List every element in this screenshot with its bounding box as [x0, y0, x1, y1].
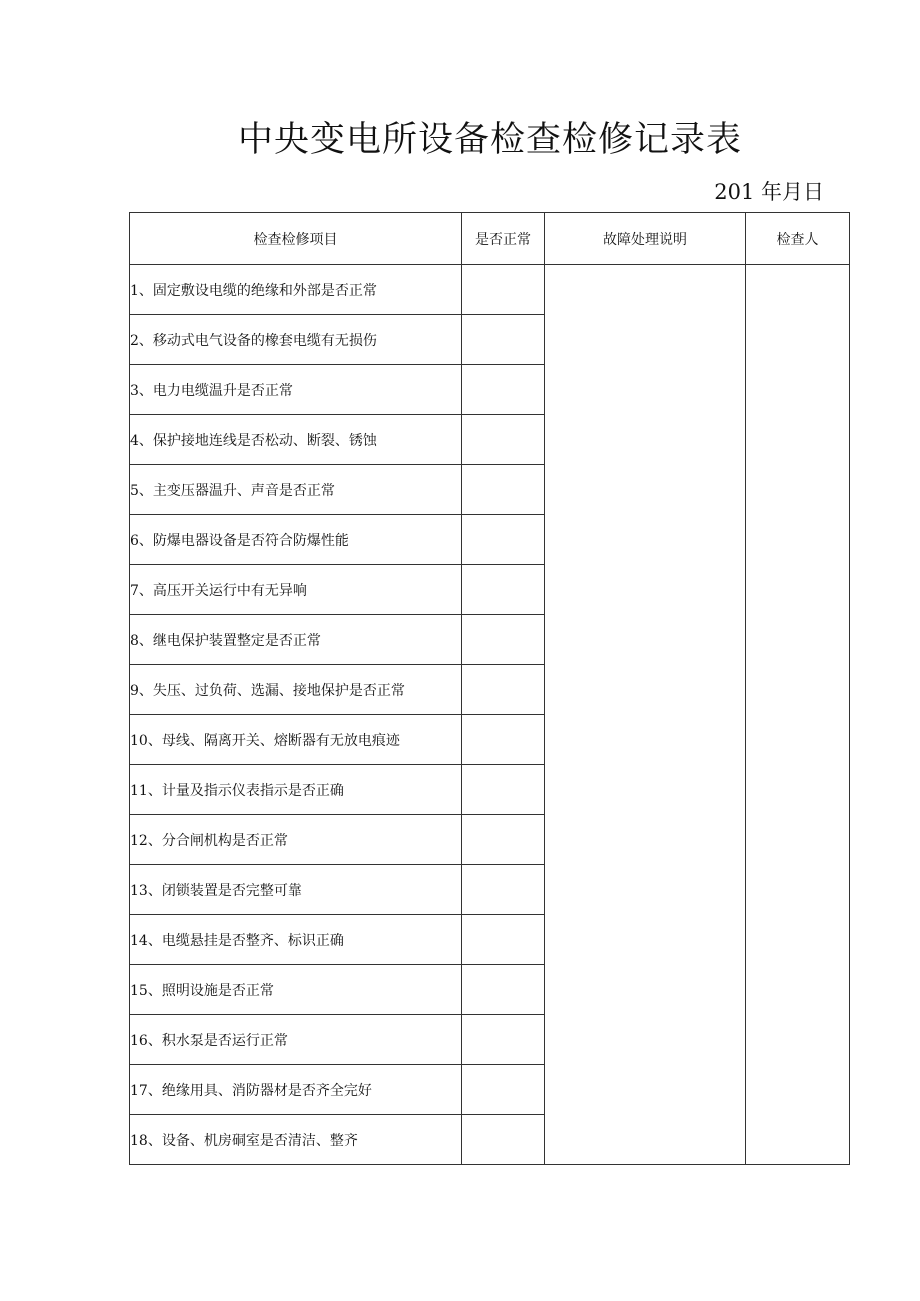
inspection-item: 14、电缆悬挂是否整齐、标识正确 — [130, 915, 462, 965]
header-fault-notes: 故障处理说明 — [545, 213, 746, 265]
normal-status-cell[interactable] — [462, 365, 545, 415]
normal-status-cell[interactable] — [462, 265, 545, 315]
inspection-item: 12、分合闸机构是否正常 — [130, 815, 462, 865]
header-inspector: 检查人 — [746, 213, 850, 265]
normal-status-cell[interactable] — [462, 915, 545, 965]
normal-status-cell[interactable] — [462, 315, 545, 365]
inspection-item: 15、照明设施是否正常 — [130, 965, 462, 1015]
inspection-item: 16、积水泵是否运行正常 — [130, 1015, 462, 1065]
inspection-item: 5、主变压器温升、声音是否正常 — [130, 465, 462, 515]
inspection-item: 2、移动式电气设备的橡套电缆有无损伤 — [130, 315, 462, 365]
inspection-item: 10、母线、隔离开关、熔断器有无放电痕迹 — [130, 715, 462, 765]
normal-status-cell[interactable] — [462, 465, 545, 515]
inspection-item: 7、高压开关运行中有无异响 — [130, 565, 462, 615]
normal-status-cell[interactable] — [462, 1015, 545, 1065]
inspection-item: 9、失压、过负荷、选漏、接地保护是否正常 — [130, 665, 462, 715]
table-header-row — [130, 213, 850, 265]
normal-status-cell[interactable] — [462, 1115, 545, 1165]
normal-status-cell[interactable] — [462, 615, 545, 665]
inspection-item: 11、计量及指示仪表指示是否正确 — [130, 765, 462, 815]
header-normal: 是否正常 — [462, 213, 545, 265]
inspection-item: 3、电力电缆温升是否正常 — [130, 365, 462, 415]
inspection-item: 8、继电保护装置整定是否正常 — [130, 615, 462, 665]
normal-status-cell[interactable] — [462, 1065, 545, 1115]
normal-status-cell[interactable] — [462, 815, 545, 865]
normal-status-cell[interactable] — [462, 715, 545, 765]
page-title: 中央变电所设备检查检修记录表 — [237, 120, 742, 160]
table-body — [130, 265, 850, 1165]
normal-status-cell[interactable] — [462, 565, 545, 615]
normal-status-cell[interactable] — [462, 965, 545, 1015]
table-row — [130, 265, 850, 315]
normal-status-cell[interactable] — [462, 415, 545, 465]
inspection-item: 1、固定敷设电缆的绝缘和外部是否正常 — [130, 265, 462, 315]
inspection-item: 17、绝缘用具、消防器材是否齐全完好 — [130, 1065, 462, 1115]
fault-notes-cell[interactable] — [545, 265, 746, 1165]
inspection-table — [129, 212, 850, 1165]
header-item: 检查检修项目 — [130, 213, 462, 265]
inspector-cell[interactable] — [746, 265, 850, 1165]
normal-status-cell[interactable] — [462, 865, 545, 915]
inspection-item: 18、设备、机房硐室是否清洁、整齐 — [130, 1115, 462, 1165]
normal-status-cell[interactable] — [462, 765, 545, 815]
record-date: 201 年月日 — [714, 180, 824, 204]
inspection-item: 4、保护接地连线是否松动、断裂、锈蚀 — [130, 415, 462, 465]
inspection-item: 13、闭锁装置是否完整可靠 — [130, 865, 462, 915]
normal-status-cell[interactable] — [462, 515, 545, 565]
normal-status-cell[interactable] — [462, 665, 545, 715]
inspection-item: 6、防爆电器设备是否符合防爆性能 — [130, 515, 462, 565]
